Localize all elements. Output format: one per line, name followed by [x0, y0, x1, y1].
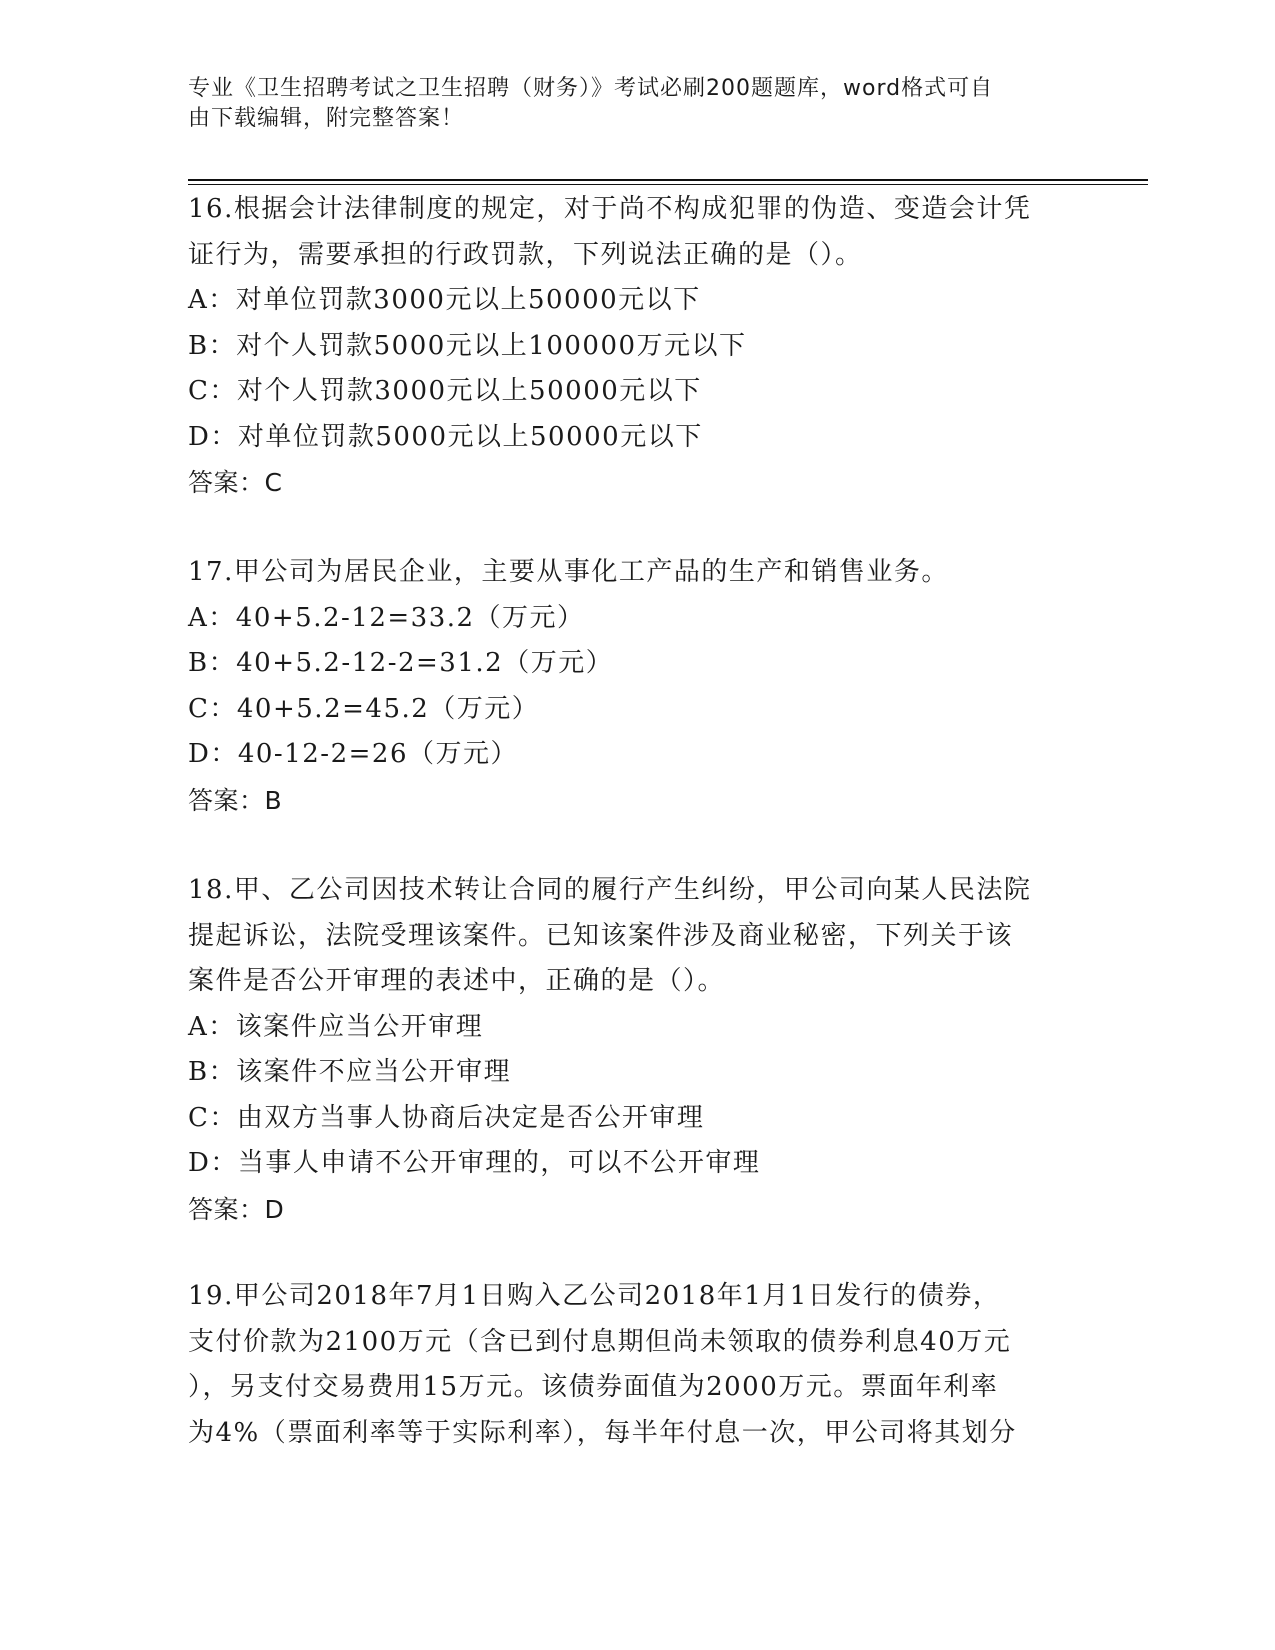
option-d: D：对单位罚款5000元以上50000元以下 [188, 421, 703, 452]
question-stem-line: 16.根据会计法律制度的规定，对于尚不构成犯罪的伪造、变造会计凭 [188, 194, 1032, 224]
question-stem-line: 提起诉讼，法院受理该案件。已知该案件涉及商业秘密，下列关于该 [188, 920, 1014, 951]
header-divider-thick [188, 179, 1148, 181]
question-stem-line: 案件是否公开审理的表述中，正确的是（）。 [188, 966, 726, 996]
question-17 [188, 550, 1078, 823]
question-stem-line: 证行为，需要承担的行政罚款，下列说法正确的是（）。 [188, 239, 863, 270]
question-18 [188, 868, 1078, 1232]
question-stem-line: 17.甲公司为居民企业，主要从事化工产品的生产和销售业务。 [188, 557, 949, 587]
header-line-1: 专业《卫生招聘考试之卫生招聘（财务）》考试必刷200题题库，word格式可自 [188, 76, 994, 101]
question-stem-line: 为4%（票面利率等于实际利率），每半年付息一次，甲公司将其划分 [188, 1417, 1017, 1448]
option-d: D：当事人申请不公开审理的，可以不公开审理 [188, 1148, 761, 1178]
answer: 答案：D [188, 1194, 285, 1224]
header-line-2: 由下载编辑，附完整答案！ [188, 106, 465, 131]
option-b: B：40+5.2-12-2=31.2（万元） [188, 648, 614, 678]
option-c: C：由双方当事人协商后决定是否公开审理 [188, 1102, 705, 1133]
option-a: A：该案件应当公开审理 [188, 1011, 484, 1042]
option-b: B：该案件不应当公开审理 [188, 1057, 512, 1087]
option-c: C：对个人罚款3000元以上50000元以下 [188, 376, 702, 406]
option-d: D：40-12-2=26（万元） [188, 739, 518, 769]
answer: 答案：B [188, 785, 283, 815]
header-divider-thin [188, 184, 1148, 185]
question-16 [188, 187, 1078, 506]
question-19 [188, 1274, 1078, 1456]
document-header [188, 74, 1068, 134]
answer: 答案：C [188, 468, 283, 497]
question-stem-line: 18.甲、乙公司因技术转让合同的履行产生纠纷，甲公司向某人民法院 [188, 875, 1032, 905]
option-a: A：40+5.2-12=33.2（万元） [188, 602, 585, 633]
option-a: A：对单位罚款3000元以上50000元以下 [188, 285, 701, 315]
question-stem-line: 支付价款为2100万元（含已到付息期但尚未领取的债券利息40万元 [188, 1326, 1012, 1357]
option-b: B：对个人罚款5000元以上100000万元以下 [188, 330, 747, 361]
option-c: C：40+5.2=45.2（万元） [188, 693, 540, 724]
question-stem-line: ），另支付交易费用15万元。该债券面值为2000万元。票面年利率 [188, 1372, 999, 1402]
question-stem-line: 19.甲公司2018年7月1日购入乙公司2018年1月1日发行的债券， [188, 1281, 1001, 1311]
